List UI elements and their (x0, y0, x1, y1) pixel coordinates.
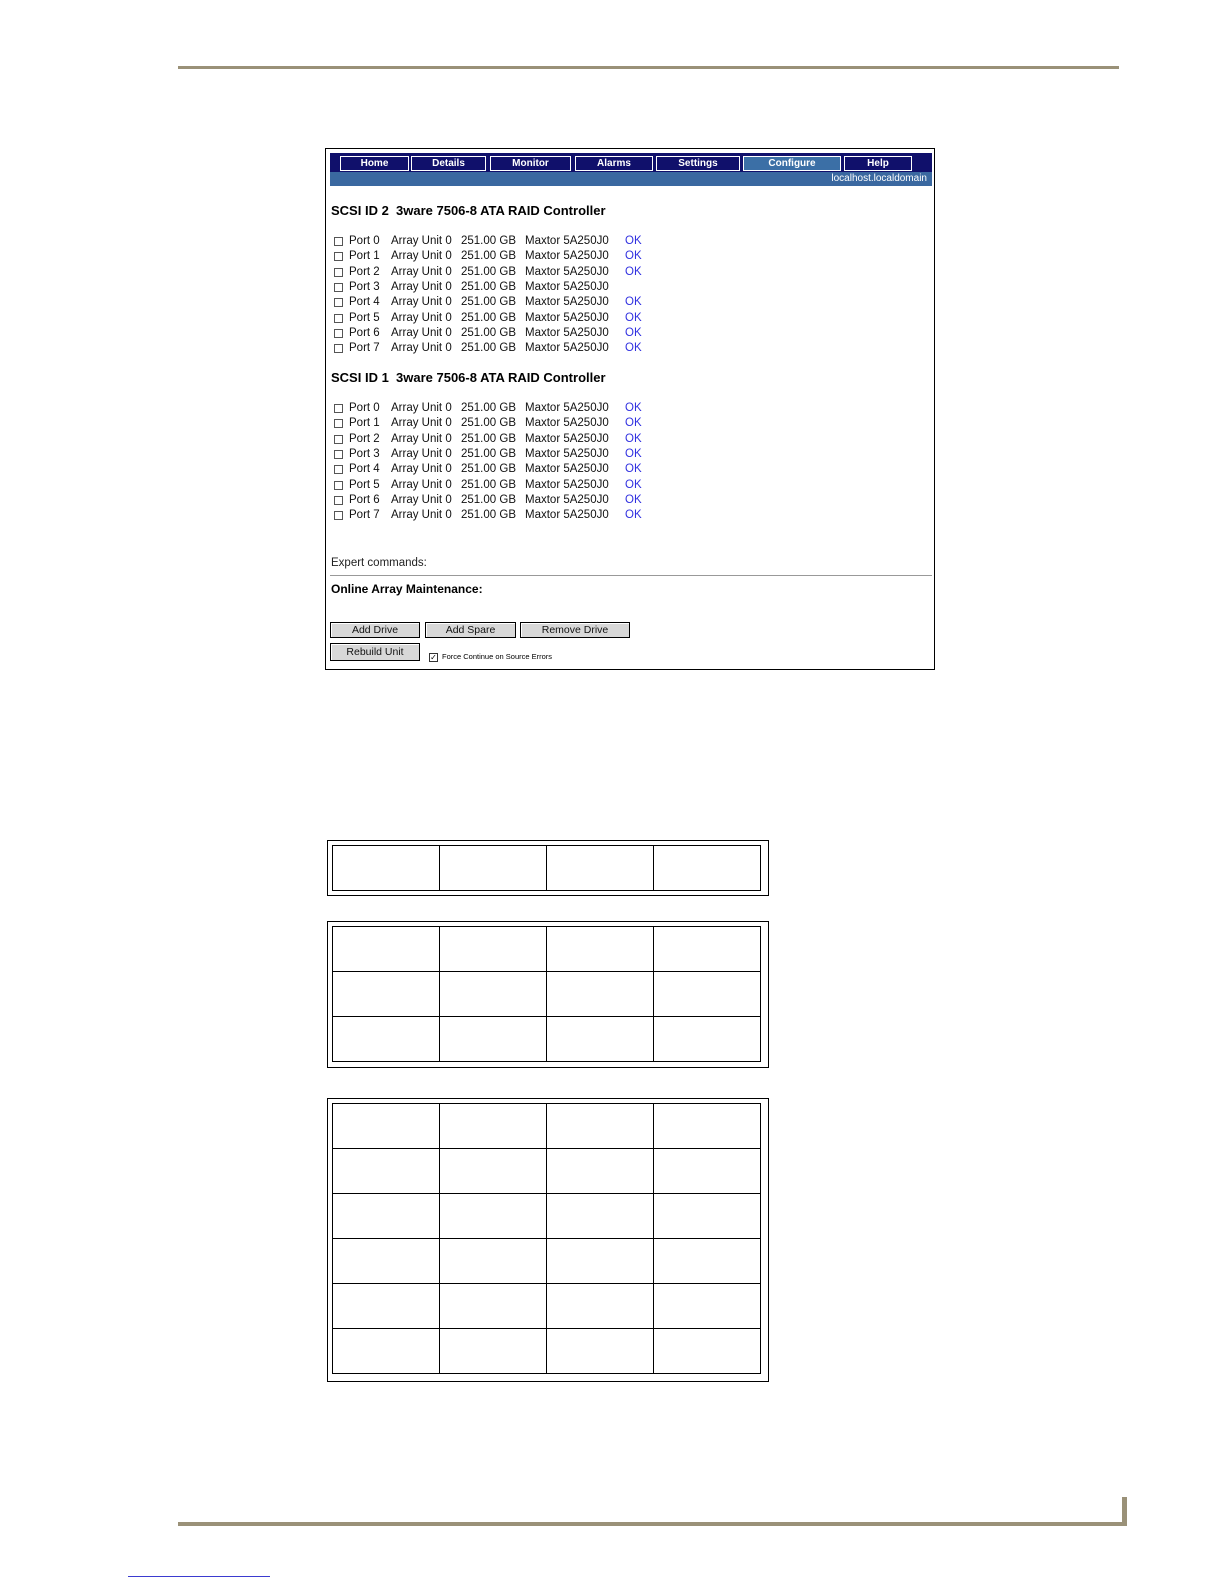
array-unit: Array Unit 0 (391, 402, 452, 414)
drive-model: Maxtor 5A250J0 (525, 342, 609, 355)
drive-model: Maxtor 5A250J0 (525, 417, 609, 430)
drive-model: Maxtor 5A250J0 (525, 311, 609, 324)
table-cell (333, 972, 440, 1017)
drive-model: Maxtor 5A250J0 (525, 235, 609, 247)
add-drive-button[interactable]: Add Drive (330, 622, 420, 638)
drive-model: Maxtor 5A250J0 (525, 250, 609, 263)
array-unit: Array Unit 0 (391, 447, 452, 460)
drive-size: 251.00 GB (461, 280, 516, 293)
drive-size: 251.00 GB (461, 509, 516, 522)
port-checkbox[interactable] (334, 435, 343, 444)
port-checkbox[interactable] (334, 314, 343, 323)
drive-model: Maxtor 5A250J0 (525, 265, 609, 278)
drive-model: Maxtor 5A250J0 (525, 463, 609, 476)
array-unit: Array Unit 0 (391, 265, 452, 278)
port-checkbox[interactable] (334, 481, 343, 490)
table-cell (440, 1284, 547, 1329)
table-cell (333, 1194, 440, 1239)
drive-model: Maxtor 5A250J0 (525, 280, 609, 293)
table-cell (333, 1284, 440, 1329)
drive-size: 251.00 GB (461, 478, 516, 491)
drive-size: 251.00 GB (461, 493, 516, 506)
array-unit: Array Unit 0 (391, 342, 452, 355)
drive-status: OK (625, 250, 642, 263)
tab-settings[interactable]: Settings (656, 156, 740, 171)
table-cell (333, 1329, 440, 1374)
array-unit: Array Unit 0 (391, 417, 452, 430)
drive-model: Maxtor 5A250J0 (525, 493, 609, 506)
table-cell (547, 1194, 654, 1239)
drive-status: OK (625, 478, 642, 491)
port-label: Port 0 (349, 235, 380, 247)
drive-status: OK (625, 447, 642, 460)
table-cell (440, 1017, 547, 1062)
array-unit: Array Unit 0 (391, 326, 452, 339)
table-cell (333, 846, 440, 891)
port-label: Port 7 (349, 342, 380, 355)
port-label: Port 3 (349, 447, 380, 460)
array-unit: Array Unit 0 (391, 311, 452, 324)
rebuild-unit-button[interactable]: Rebuild Unit (330, 643, 420, 661)
table-cell (547, 1239, 654, 1284)
array-unit: Array Unit 0 (391, 478, 452, 491)
remove-drive-button[interactable]: Remove Drive (520, 622, 630, 638)
table-cell (440, 1329, 547, 1374)
maintenance-title: Online Array Maintenance: (331, 582, 483, 596)
port-label: Port 4 (349, 296, 380, 309)
drive-model: Maxtor 5A250J0 (525, 326, 609, 339)
port-checkbox[interactable] (334, 298, 343, 307)
table-cell (654, 1017, 761, 1062)
drive-size: 251.00 GB (461, 417, 516, 430)
port-checkbox[interactable] (334, 329, 343, 338)
port-checkbox[interactable] (334, 496, 343, 505)
port-checkbox[interactable] (334, 344, 343, 353)
drive-model: Maxtor 5A250J0 (525, 296, 609, 309)
drive-status: OK (625, 432, 642, 445)
table-cell (333, 1104, 440, 1149)
table-cell (440, 1104, 547, 1149)
drive-size: 251.00 GB (461, 432, 516, 445)
empty-table-1 (327, 840, 769, 896)
drive-status: OK (625, 311, 642, 324)
drive-size: 251.00 GB (461, 447, 516, 460)
tab-details[interactable]: Details (411, 156, 486, 171)
drive-size: 251.00 GB (461, 296, 516, 309)
empty-table-2 (327, 921, 769, 1068)
table-cell (654, 1149, 761, 1194)
drive-status: OK (625, 326, 642, 339)
port-label: Port 5 (349, 311, 380, 324)
drive-model: Maxtor 5A250J0 (525, 432, 609, 445)
table-cell (440, 1194, 547, 1239)
drive-size: 251.00 GB (461, 463, 516, 476)
drive-size: 251.00 GB (461, 402, 516, 414)
port-label: Port 0 (349, 402, 380, 414)
force-continue-label: Force Continue on Source Errors (442, 652, 553, 661)
tab-configure[interactable]: Configure (743, 156, 841, 171)
tab-home[interactable]: Home (340, 156, 409, 171)
table-grid (332, 1103, 761, 1374)
port-checkbox[interactable] (334, 268, 343, 277)
drive-size: 251.00 GB (461, 265, 516, 278)
port-label: Port 2 (349, 265, 380, 278)
port-checkbox[interactable] (334, 419, 343, 428)
drive-size: 251.00 GB (461, 326, 516, 339)
table-cell (333, 1017, 440, 1062)
drive-status: OK (625, 463, 642, 476)
drive-status: OK (625, 509, 642, 522)
table-cell (654, 972, 761, 1017)
hostname-bar: localhost.localdomain (330, 172, 932, 186)
table-cell (654, 1239, 761, 1284)
expert-commands-label: Expert commands: (331, 557, 427, 569)
table-cell (333, 927, 440, 972)
table-cell (547, 846, 654, 891)
port-checkbox[interactable] (334, 465, 343, 474)
table-cell (654, 846, 761, 891)
array-unit: Array Unit 0 (391, 235, 452, 247)
table-cell (440, 972, 547, 1017)
table-cell (654, 927, 761, 972)
drive-size: 251.00 GB (461, 250, 516, 263)
tab-alarms[interactable]: Alarms (575, 156, 653, 171)
drive-size: 251.00 GB (461, 235, 516, 247)
port-label: Port 5 (349, 478, 380, 491)
table-cell (440, 1149, 547, 1194)
drive-model: Maxtor 5A250J0 (525, 447, 609, 460)
add-spare-button[interactable]: Add Spare (425, 622, 516, 638)
array-unit: Array Unit 0 (391, 493, 452, 506)
configure-screenshot (325, 148, 935, 670)
drive-model: Maxtor 5A250J0 (525, 402, 609, 414)
port-checkbox[interactable] (334, 450, 343, 459)
port-checkbox[interactable] (334, 283, 343, 292)
table-cell (440, 927, 547, 972)
table-grid (332, 845, 761, 891)
table-cell (654, 1284, 761, 1329)
array-unit: Array Unit 0 (391, 296, 452, 309)
drive-model: Maxtor 5A250J0 (525, 509, 609, 522)
drive-status: OK (625, 417, 642, 430)
port-label: Port 3 (349, 280, 380, 293)
array-unit: Array Unit 0 (391, 463, 452, 476)
table-cell (547, 1104, 654, 1149)
table-cell (547, 1149, 654, 1194)
table-cell (333, 1239, 440, 1284)
table-cell (440, 846, 547, 891)
port-checkbox[interactable] (334, 252, 343, 261)
port-label: Port 1 (349, 417, 380, 430)
force-continue-option[interactable] (429, 652, 552, 662)
tab-help[interactable]: Help (844, 156, 912, 171)
drive-size: 251.00 GB (461, 311, 516, 324)
table-cell (547, 1284, 654, 1329)
table-cell (547, 927, 654, 972)
page-header-rule (178, 66, 1119, 69)
empty-table-3 (327, 1098, 769, 1382)
port-label: Port 1 (349, 250, 380, 263)
table-cell (547, 1017, 654, 1062)
drive-status: OK (625, 402, 642, 414)
array-unit: Array Unit 0 (391, 250, 452, 263)
array-unit: Array Unit 0 (391, 280, 452, 293)
port-checkbox[interactable] (334, 237, 343, 246)
array-unit: Array Unit 0 (391, 432, 452, 445)
force-continue-checkbox[interactable]: ✓ (430, 652, 437, 662)
nav-bar (330, 153, 932, 172)
drive-status: OK (625, 235, 642, 247)
drive-model: Maxtor 5A250J0 (525, 478, 609, 491)
table-cell (440, 1239, 547, 1284)
footer-link-underline (128, 1576, 270, 1577)
table-cell (654, 1194, 761, 1239)
drive-status: OK (625, 265, 642, 278)
drive-status: OK (625, 493, 642, 506)
divider (330, 575, 932, 576)
port-label: Port 2 (349, 432, 380, 445)
array-unit: Array Unit 0 (391, 509, 452, 522)
table-grid (332, 926, 761, 1062)
table-cell (654, 1104, 761, 1149)
drive-status: OK (625, 342, 642, 355)
table-cell (654, 1329, 761, 1374)
port-label: Port 6 (349, 326, 380, 339)
port-label: Port 6 (349, 493, 380, 506)
port-checkbox[interactable] (334, 511, 343, 520)
drive-status: OK (625, 296, 642, 309)
table-cell (333, 1149, 440, 1194)
controller-title: SCSI ID 2 3ware 7506-8 ATA RAID Controller (331, 203, 606, 218)
table-cell (547, 972, 654, 1017)
tab-monitor[interactable]: Monitor (490, 156, 571, 171)
port-checkbox[interactable] (334, 404, 343, 413)
controller-title: SCSI ID 1 3ware 7506-8 ATA RAID Controller (331, 370, 606, 385)
table-cell (547, 1329, 654, 1374)
port-label: Port 4 (349, 463, 380, 476)
drive-size: 251.00 GB (461, 342, 516, 355)
port-label: Port 7 (349, 509, 380, 522)
page-footer-rule (178, 1522, 1127, 1526)
